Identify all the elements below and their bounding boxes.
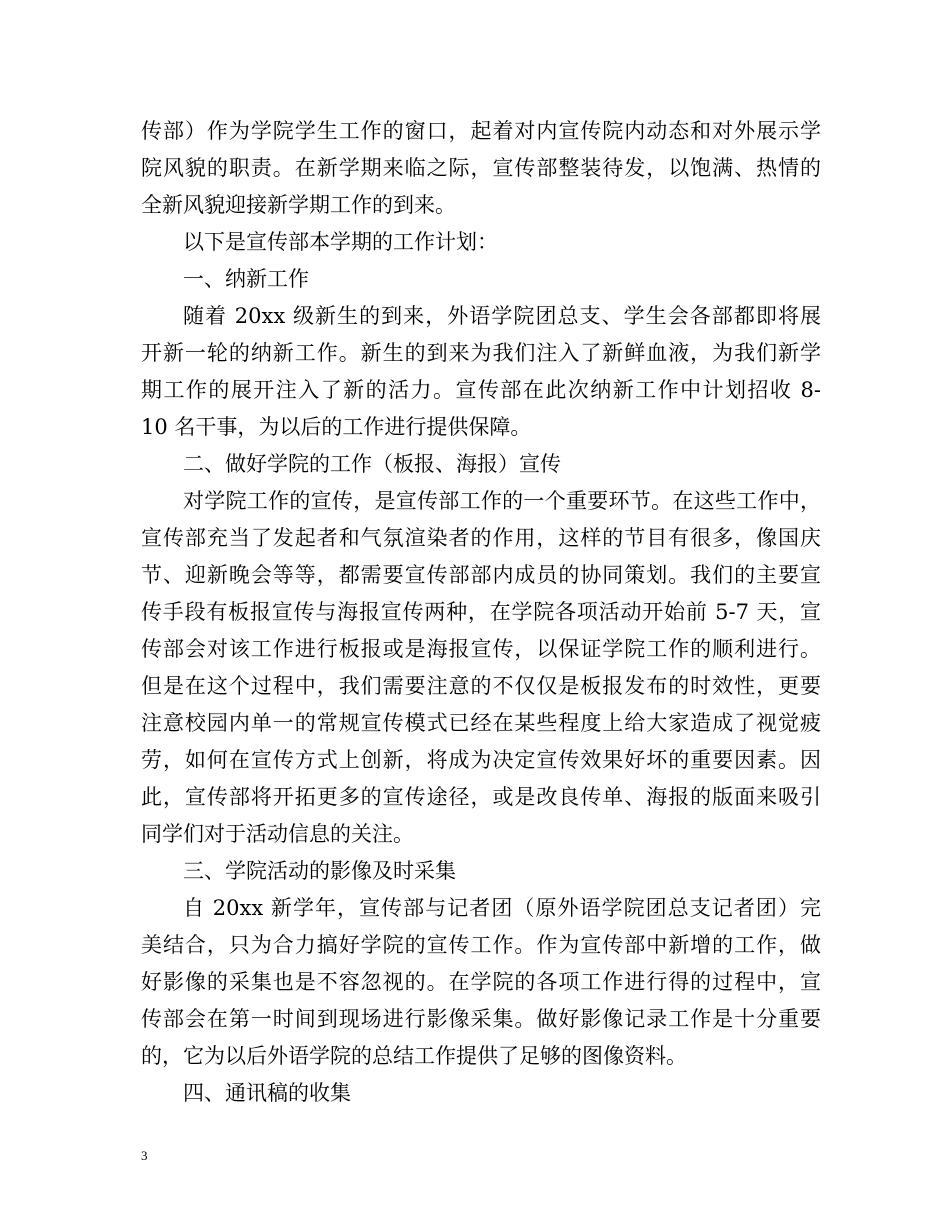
text-line: 美结合，只为合力搞好学院的宣传工作。作为宣传部中新增的工作，做 (141, 933, 821, 957)
text-line: 的，它为以后外语学院的总结工作提供了足够的图像资料。 (141, 1044, 687, 1068)
text-line: 二、做好学院的工作（板报、海报）宣传 (183, 452, 561, 476)
text-line: 好影像的采集也是不容忽视的。在学院的各项工作进行得的过程中，宣 (141, 970, 821, 994)
text-line: 节、迎新晚会等等，都需要宣传部部内成员的协同策划。我们的主要宣 (141, 563, 821, 587)
text-line: 传部会在第一时间到现场进行影像采集。做好影像记录工作是十分重要 (141, 1007, 821, 1031)
text-line: 传手段有板报宣传与海报宣传两种，在学院各项活动开始前 5-7 天，宣 (141, 600, 821, 624)
text-line: 传部）作为学院学生工作的窗口，起着对内宣传院内动态和对外展示学 (141, 119, 821, 143)
text-line: 期工作的展开注入了新的活力。宣传部在此次纳新工作中计划招收 8- (141, 378, 821, 402)
text-line: 一、纳新工作 (183, 267, 309, 291)
text-line: 自 20xx 新学年，宣传部与记者团（原外语学院团总支记者团）完 (183, 896, 821, 920)
text-line: 院风貌的职责。在新学期来临之际，宣传部整装待发，以饱满、热情的 (141, 156, 821, 180)
text-line: 三、学院活动的影像及时采集 (183, 859, 456, 883)
document-body (141, 113, 821, 1112)
text-line: 四、通讯稿的收集 (183, 1081, 351, 1105)
page-number: 3 (141, 1148, 148, 1163)
text-line: 传部会对该工作进行板报或是海报宣传，以保证学院工作的顺利进行。 (141, 637, 821, 661)
text-line: 对学院工作的宣传，是宣传部工作的一个重要环节。在这些工作中， (183, 489, 821, 513)
text-line: 随着 20xx 级新生的到来，外语学院团总支、学生会各部都即将展 (183, 304, 821, 328)
text-line: 开新一轮的纳新工作。新生的到来为我们注入了新鲜血液，为我们新学 (141, 341, 821, 365)
text-line: 同学们对于活动信息的关注。 (141, 822, 414, 846)
text-line: 全新风貌迎接新学期工作的到来。 (141, 193, 456, 217)
text-line: 但是在这个过程中，我们需要注意的不仅仅是板报发布的时效性，更要 (141, 674, 821, 698)
text-line: 劳，如何在宣传方式上创新，将成为决定宣传效果好坏的重要因素。因 (141, 748, 821, 772)
text-line: 10 名干事，为以后的工作进行提供保障。 (141, 415, 532, 439)
text-line: 注意校园内单一的常规宣传模式已经在某些程度上给大家造成了视觉疲 (141, 711, 821, 735)
text-line: 此，宣传部将开拓更多的宣传途径，或是改良传单、海报的版面来吸引 (141, 785, 821, 809)
text-line: 以下是宣传部本学期的工作计划： (183, 230, 498, 254)
text-line: 宣传部充当了发起者和气氛渲染者的作用，这样的节目有很多，像国庆 (141, 526, 821, 550)
